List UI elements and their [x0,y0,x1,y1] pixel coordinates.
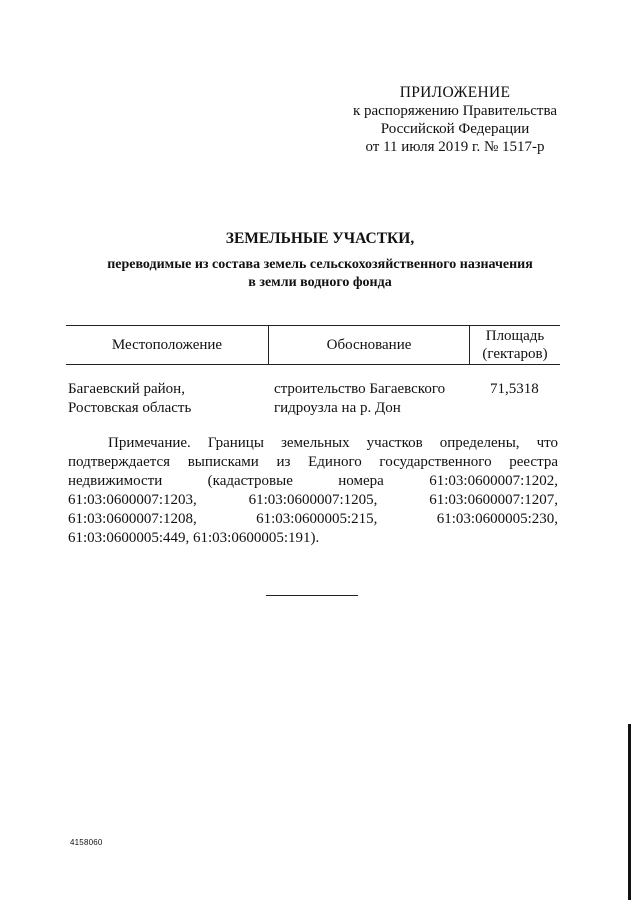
location-line-1: Багаевский район, [68,381,185,397]
subtitle-line-2: в земли водного фонда [248,275,392,290]
scan-edge-mark [628,724,631,900]
appendix-line-date-number: от 11 июля 2019 г. № 1517-р [365,139,545,155]
appendix-block [330,84,580,156]
location-line-2: Ростовская область [68,400,192,416]
appendix-line-order: к распоряжению Правительства [352,103,557,119]
document-title: ЗЕМЕЛЬНЫЕ УЧАСТКИ, [225,230,415,247]
appendix-heading: ПРИЛОЖЕНИЕ [399,84,511,101]
header-location: Местоположение [111,337,223,353]
appendix-line-federation: Российской Федерации [380,121,530,137]
subtitle-line-1: переводимые из состава земель сельскохозяйственного назначения [107,257,533,272]
note-paragraph: Примечание. Границы земельных участков определены, что подтверждается выписками из Единого государственного реестра недвижимости (кадастровые номера 61:03:0600007:1202, 61:03:0600007:1203, 61:03:0600007:1205, 61:03:0600007:1207, 61:03:0600007:1208, 61:03:0600005:215, 61:03:0600005:230, 61:03:0600005:449, 61:03:0600005:191). [68,435,558,546]
document-code: 4158060 [70,838,103,847]
basis-line-1: строительство Багаевского [274,381,446,397]
header-area-line-2: (гектаров) [482,346,548,362]
closing-divider [266,595,358,596]
header-area [470,326,560,364]
cell-location [68,380,258,418]
table-header [66,325,560,365]
basis-line-2: гидроузла на р. Дон [274,400,401,416]
cell-area: 71,5318 [490,381,539,397]
header-basis: Обоснование [268,326,470,364]
cell-basis [274,380,474,418]
header-area-line-1: Площадь [485,328,545,344]
document-subtitle [60,256,580,292]
